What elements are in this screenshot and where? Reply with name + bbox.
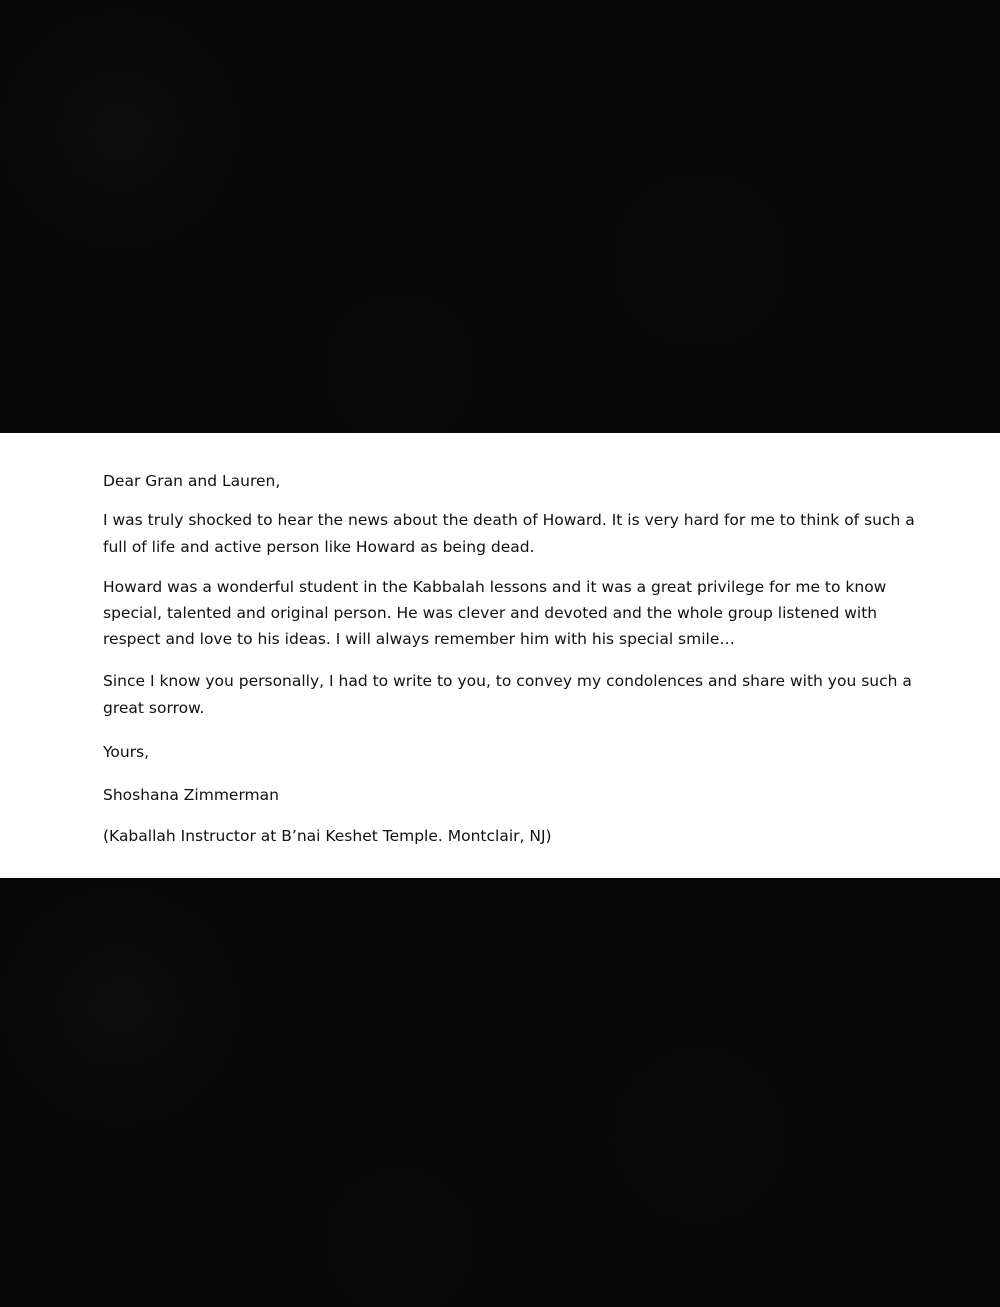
dark-scan-border-bottom xyxy=(0,878,1000,1307)
letter-paper xyxy=(0,433,1000,878)
dark-scan-border-top xyxy=(0,0,1000,433)
paragraph-3-line-1: Since I know you personally, I had to write to you, to convey my condolences and share with you such a xyxy=(103,672,912,690)
paragraph-1-line-2: full of life and active person like Howard as being dead. xyxy=(103,538,535,556)
signature-title: (Kaballah Instructor at B’nai Keshet Temple. Montclair, NJ) xyxy=(103,827,552,845)
signature-name: Shoshana Zimmerman xyxy=(103,786,279,804)
paragraph-2-line-1: Howard was a wonderful student in the Kabbalah lessons and it was a great privilege for me to know xyxy=(103,578,887,596)
salutation: Dear Gran and Lauren, xyxy=(103,472,281,490)
closing: Yours, xyxy=(103,743,150,761)
paragraph-2-line-2: special, talented and original person. He was clever and devoted and the whole group listened with xyxy=(103,604,878,622)
paragraph-3-line-2: great sorrow. xyxy=(103,699,205,717)
paragraph-2-line-3: respect and love to his ideas. I will always remember him with his special smile… xyxy=(103,630,735,648)
paragraph-1-line-1: I was truly shocked to hear the news about the death of Howard. It is very hard for me to think of such a xyxy=(103,511,915,529)
